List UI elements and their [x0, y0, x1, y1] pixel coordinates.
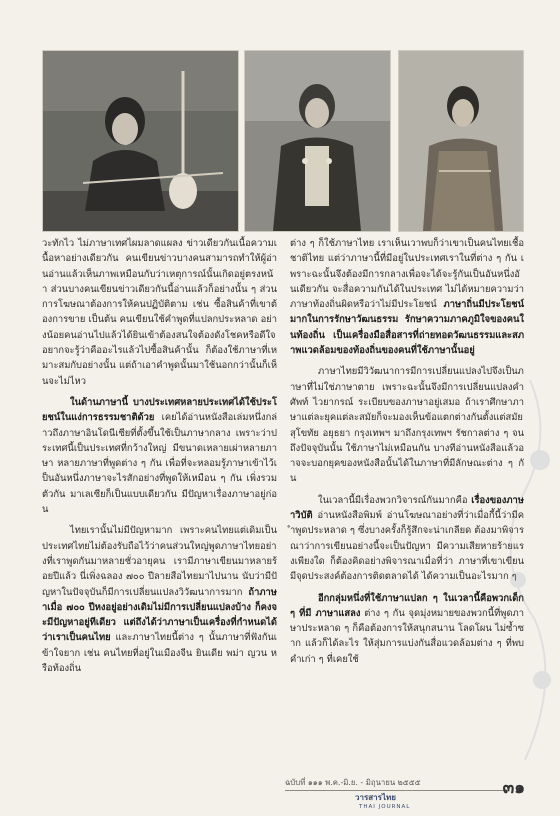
- article-paragraph: [42, 523, 277, 676]
- emphasis-text: ภาษาถิ่นมีประโยชน์มากในการรักษาวัฒนธรรม รักษาความภาคภูมิใจของคนในท้องถิ่น เป็นเครื่องมือสื่อสารที่ถ่ายทอดวัฒนธรรมและสภาพแวดล้อมของท้องถิ่นของคนที่ใช้ภาษานั้นอยู่: [290, 299, 524, 357]
- floral-decoration: [500, 380, 560, 760]
- emphasis-text: ในด้านภาษานี้ บางประเทศหลายประเทศได้ใช้ประโยชน์ในแง่การธรรมชาติด้วย: [42, 396, 277, 424]
- journal-brand-name: วารสารไทย: [355, 793, 396, 802]
- emphasis-text: อีกกลุ่มหนึ่งที่ใช้ภาษาแปลก ๆ ในเวลานี้คือพวกเด็ก ๆ ที่มี ภาษาแสลง: [290, 592, 524, 619]
- paragraph-text: และภาษาไทยนี้ต่าง ๆ นั้นภาษาที่ฟังกันเข้าใจยาก เช่น คนไทยที่อยู่ในเมืองจีน ยินเดีย พม่า ญวน หรือท้องถิ่น: [42, 632, 277, 675]
- article-paragraph: [290, 364, 524, 486]
- emphasis-text: ถ้าภาษาเมื่อ ๗๐๐ ปีหงอยู่อย่างเดิมไม่มีการเปลี่ยนแปลงบ้าง ก็คงจะมีปัญหาอยู่ทีเดียว แต่ถึงได้ว่าภาษาเป็นเครื่องที่กำหนดได้ว่าเราเป็นคนไทย: [42, 586, 277, 644]
- journal-brand-sub: THAI JOURNAL: [359, 804, 411, 810]
- paragraph-text: ภาษาไทยมีวิวัฒนาการมีการเปลี่ยนแปลงไปจึงเป็นภาษาที่ไม่ใช่ภาษาตาย เพราะฉะนั้นจึงมีการเปลี่ยนแปลงคำศัพท์ ไวยากรณ์ ระเบียบของภาษาอยู่เสมอ ถ้าเราศึกษาภาษาแต่ละยุคแต่ละสมัยก็จะมองเห็นข้อแตกต่างกันตั้งแต่สมัยสุโขทัย อยุธยา กรุงเทพฯ มาถึงกรุงเทพฯ รัชกาลต่าง ๆ จนถึงปัจจุบันนั้น ใช้ภาษาไม่เหมือนกัน บางทีอ่านหนังสือแล้วอาจจะบอกยุคของหนังสือนั้นได้ในภาษาที่มีลักษณะต่าง ๆ กัน: [290, 366, 524, 485]
- article-paragraph: [290, 236, 524, 358]
- paragraph-text: ในเวลานี้มีเรื่องพวกวิจารณ์กันมากคือ: [318, 494, 472, 506]
- article-paragraph: [42, 236, 277, 389]
- page-number: ๓๑: [502, 778, 525, 798]
- article-paragraph: [290, 591, 524, 667]
- musician-photo: [42, 50, 239, 232]
- article-paragraph: [290, 493, 524, 585]
- journal-brand: [355, 791, 410, 810]
- article-left-column: [42, 236, 277, 676]
- page-footer: [285, 774, 525, 810]
- traditional-dress-photo: [398, 50, 524, 232]
- uniform-portrait-photo: [244, 50, 391, 232]
- article-paragraph: [42, 395, 277, 517]
- issue-line: ฉบับที่ ๑๑๑ พ.ค.-มิ.ย. - มิถุนายน ๒๕๕๕: [285, 778, 421, 787]
- paragraph-text: ต่าง ๆ กัน จุดมุ่งหมายของพวกนี้ที่พูดภาษาประหลาด ๆ ก็คือต้องการให้สนุกสนาน โลดโผน ไม่ซ้ำซาก แล้วก็ได้ละไร ให้สุ่มการแบ่งกันสื่อแวดล้อมต่าง ๆ ที่พบ คำเก่า ๆ ที่เคยใช้: [290, 607, 525, 665]
- paragraph-text: ต่าง ๆ ก็ใช้ภาษาไทย เราเห็นเวาพบก็ว่าเขาเป็นคนไทยเชื้อชาติไทย แต่ว่าภาษานี้ที่มีอยู่ในประเทศเราในที่ต่าง ๆ กัน เพราะฉะนั้นจึงต้องมีการกลางเพื่อจะได้จะรู้กันเป็นอันหนึ่งอันเดียวกัน จะสื่อความกันได้ในประเทศ ไม่ได้หมายความว่าภาษาท้องถิ่นผิดหรือว่าไม่มีประโยชน์: [290, 238, 524, 311]
- paragraph-text: เคยได้อ่านหนังสือเล่มหนึ่งกล่าวถึงภาษาอินโดนีเซียที่ตั้งขึ้นใช้เป็นภาษากลาง เพราะว่าประเทศนี้เป็นประเทศที่กว้างใหญ่ มีขนาดเหลายเผ่าหลายภาษา หลายภาษาที่พูดต่าง ๆ กัน เพื่อที่จะหลอมรู้ภาษาเข้าไว้เป็นอันหนึ่งภาษาจะไรสักอย่างที่พูดให้เหมือน ๆ กัน เพิ่งรวมตัวกัน มาเลเซียก็เป็นแบบเดียวกัน มีปัญหาเรื่องภาษาอยู่ก่อน: [42, 412, 277, 516]
- article-right-column: [290, 236, 524, 667]
- paragraph-text: วะทักไว ไม่ภาษาเทศไผมลาดแผลง ข่าวเดียวกันเนื้อความเนื้อหาอย่างเดียวกัน คนเขียนข่าวบางคนสามารถทำให้ผู้อ่านอ่านแล้วเห็นภาพเหมือนกับว่าเหตุการณ์นั้นเกิดอยู่ตรงหน้า ส่วนบางคนเขียนข่าวเดียวกันนี้อ่านแล้วก็อย่างนั้น ๆ ส่วนการโฆษณาต้องการให้คนปฏิบัติตาม เช่น ซื้อสินค้าที่เขาต้องการขาย เป็นต้น คนเขียนใช้คำพูดที่แปลกประหลาด อย่างน้อยคนอ่านไปแล้วได้ยินเข้าต้องสนใจต้องดังโชคหรือดีใจ อยากจะรู้ว่าคืออะไรแล้วไปซื้อสินค้านั้น ก็ต้องใช้ภาษาที่เหมาะสมกับอย่างนั้น แต่ถ้าเอาคำพูดนั้นมาใช้นอกกว่านั้นก็เห็นจะไม่ไหว: [42, 238, 277, 387]
- paragraph-text: ไทยเรานั้นไม่มีปัญหามาก เพราะคนไทยแต่เดิมเป็นประเทศไทยไม่ต้องรับถือไว้ว่าคนส่วนใหญ่พูดภาษาไทยอย่างที่เราพูดกันมาหลายชั่วอายุคน เรามีภาษาเขียนมาหลายร้อยปีแล้ว นี่เพิ่งฉลอง ๗๐๐ ปีลายสือไทยมาไปนาน นับว่ามีปัญหาในปัจจุบันก็มีการเปลี่ยนแปลงวิวัฒนาการมาก: [42, 525, 277, 598]
- emphasis-text: เรื่องของภาษาวิบัติ: [290, 494, 524, 522]
- paragraph-text: อ่านหนังสือพิมพ์ อ่านโฆษณาอย่างที่ว่าเมื่อกี้นี้ว่ามีคำพูดประหลาด ๆ ซึ่งบางครั้งก็รู้สึกจะน่าเกลียด ต้องมาพิจารณาว่าการเขียนอย่างนี้จะเป็นปัญหา มีความเสียหายร้ายแรงเพียงใด ก็ต้องคิดอย่างพิจารณาเมื่อที่ว่า ภาษาที่เขาเขียนมีจุดประสงค์ต้องการติดตลาดได้ ได้ความเป็นอะไรมาก ๆ: [290, 510, 524, 583]
